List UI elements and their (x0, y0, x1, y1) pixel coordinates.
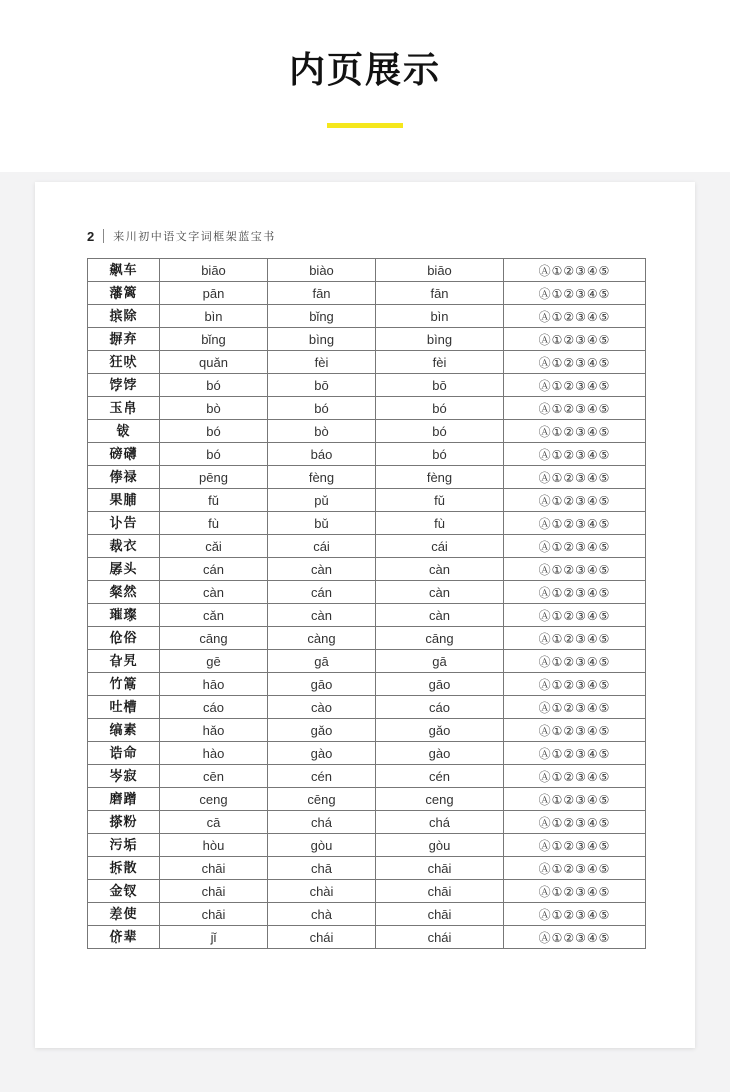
pinyin-cell: gāo (268, 673, 376, 696)
answer-cell: Ⓐ①②③④⑤ (504, 627, 646, 650)
pinyin-cell: chāi (376, 880, 504, 903)
answer-cell: Ⓐ①②③④⑤ (504, 535, 646, 558)
pinyin-cell: chāi (376, 903, 504, 926)
word-cell: 伧俗 (88, 627, 160, 650)
page-header (87, 228, 655, 244)
word-cell: 孱头 (88, 558, 160, 581)
word-table-body (88, 259, 646, 949)
page-title: 内页展示 (288, 49, 441, 90)
pinyin-cell: cén (268, 765, 376, 788)
pinyin-cell: jǐ (160, 926, 268, 949)
pinyin-cell: bō (376, 374, 504, 397)
pinyin-cell: cái (376, 535, 504, 558)
pinyin-cell: bó (160, 420, 268, 443)
table-row (88, 443, 646, 466)
pinyin-cell: fǔ (160, 489, 268, 512)
pinyin-cell: bò (268, 420, 376, 443)
table-row (88, 880, 646, 903)
word-cell: 旮旯 (88, 650, 160, 673)
table-row (88, 834, 646, 857)
table-row (88, 650, 646, 673)
word-cell: 璀璨 (88, 604, 160, 627)
pinyin-cell: cēn (160, 765, 268, 788)
pinyin-cell: chái (376, 926, 504, 949)
table-row (88, 259, 646, 282)
pinyin-cell: bìng (376, 328, 504, 351)
pinyin-cell: fān (268, 282, 376, 305)
pinyin-cell: cán (160, 558, 268, 581)
word-cell: 缟素 (88, 719, 160, 742)
pinyin-cell: biào (268, 259, 376, 282)
pinyin-cell: fān (376, 282, 504, 305)
answer-cell: Ⓐ①②③④⑤ (504, 604, 646, 627)
pinyin-cell: gào (268, 742, 376, 765)
table-row (88, 328, 646, 351)
table-row (88, 604, 646, 627)
header-divider (103, 229, 104, 243)
word-cell: 拆散 (88, 857, 160, 880)
page-number: 2 (87, 228, 95, 244)
table-row (88, 811, 646, 834)
pinyin-cell: gòu (268, 834, 376, 857)
answer-cell: Ⓐ①②③④⑤ (504, 443, 646, 466)
pinyin-cell: biāo (376, 259, 504, 282)
pinyin-cell: bó (376, 443, 504, 466)
pinyin-cell: càn (268, 558, 376, 581)
pinyin-cell: cēng (268, 788, 376, 811)
word-cell: 竹篙 (88, 673, 160, 696)
pinyin-cell: gào (376, 742, 504, 765)
pinyin-cell: fèi (268, 351, 376, 374)
pinyin-cell: pān (160, 282, 268, 305)
table-row (88, 535, 646, 558)
pinyin-cell: càn (376, 581, 504, 604)
table-row (88, 627, 646, 650)
pinyin-cell: chà (268, 903, 376, 926)
answer-cell: Ⓐ①②③④⑤ (504, 903, 646, 926)
word-cell: 岑寂 (88, 765, 160, 788)
table-row (88, 926, 646, 949)
pinyin-cell: fù (160, 512, 268, 535)
pinyin-cell: gē (160, 650, 268, 673)
pinyin-cell: fèi (376, 351, 504, 374)
answer-cell: Ⓐ①②③④⑤ (504, 719, 646, 742)
table-row (88, 673, 646, 696)
table-row (88, 742, 646, 765)
pinyin-cell: bìn (376, 305, 504, 328)
pinyin-cell: hāo (160, 673, 268, 696)
answer-cell: Ⓐ①②③④⑤ (504, 857, 646, 880)
table-row (88, 857, 646, 880)
answer-cell: Ⓐ①②③④⑤ (504, 489, 646, 512)
pinyin-cell: cāng (376, 627, 504, 650)
pinyin-cell: fù (376, 512, 504, 535)
pinyin-cell: chái (268, 926, 376, 949)
pinyin-cell: báo (268, 443, 376, 466)
word-cell: 金钗 (88, 880, 160, 903)
pinyin-cell: cāng (160, 627, 268, 650)
pinyin-cell: bó (376, 420, 504, 443)
pinyin-cell: cán (268, 581, 376, 604)
answer-cell: Ⓐ①②③④⑤ (504, 581, 646, 604)
table-row (88, 397, 646, 420)
pinyin-cell: bó (268, 397, 376, 420)
word-cell: 讣告 (88, 512, 160, 535)
word-cell: 粲然 (88, 581, 160, 604)
page-background (0, 172, 730, 1092)
pinyin-cell: chài (268, 880, 376, 903)
word-cell: 吐槽 (88, 696, 160, 719)
table-row (88, 489, 646, 512)
word-cell: 污垢 (88, 834, 160, 857)
answer-cell: Ⓐ①②③④⑤ (504, 880, 646, 903)
pinyin-cell: cén (376, 765, 504, 788)
pinyin-cell: gǎo (376, 719, 504, 742)
pinyin-cell: chá (376, 811, 504, 834)
pinyin-cell: càn (160, 581, 268, 604)
pinyin-cell: fèng (376, 466, 504, 489)
word-cell: 玉帛 (88, 397, 160, 420)
pinyin-cell: cáo (160, 696, 268, 719)
pinyin-cell: cào (268, 696, 376, 719)
pinyin-cell: biāo (160, 259, 268, 282)
word-table (87, 258, 646, 949)
answer-cell: Ⓐ①②③④⑤ (504, 811, 646, 834)
table-row (88, 512, 646, 535)
table-row (88, 420, 646, 443)
word-cell: 差使 (88, 903, 160, 926)
pinyin-cell: chāi (376, 857, 504, 880)
word-cell: 摒弃 (88, 328, 160, 351)
table-row (88, 788, 646, 811)
pinyin-cell: hào (160, 742, 268, 765)
title-underline (327, 123, 403, 128)
title-section (0, 0, 730, 128)
answer-cell: Ⓐ①②③④⑤ (504, 788, 646, 811)
pinyin-cell: bìn (160, 305, 268, 328)
table-row (88, 581, 646, 604)
word-cell: 磅礴 (88, 443, 160, 466)
pinyin-cell: chāi (160, 857, 268, 880)
word-cell: 摈除 (88, 305, 160, 328)
answer-cell: Ⓐ①②③④⑤ (504, 834, 646, 857)
table-row (88, 765, 646, 788)
pinyin-cell: bó (376, 397, 504, 420)
pinyin-cell: càn (376, 558, 504, 581)
answer-cell: Ⓐ①②③④⑤ (504, 926, 646, 949)
answer-cell: Ⓐ①②③④⑤ (504, 558, 646, 581)
table-row (88, 305, 646, 328)
word-cell: 俸禄 (88, 466, 160, 489)
pinyin-cell: ceng (376, 788, 504, 811)
pinyin-cell: càn (268, 604, 376, 627)
pinyin-cell: chāi (160, 880, 268, 903)
word-cell: 藩篱 (88, 282, 160, 305)
pinyin-cell: bìng (268, 328, 376, 351)
pinyin-cell: bó (160, 374, 268, 397)
word-cell: 钹 (88, 420, 160, 443)
answer-cell: Ⓐ①②③④⑤ (504, 742, 646, 765)
word-cell: 飙车 (88, 259, 160, 282)
answer-cell: Ⓐ①②③④⑤ (504, 305, 646, 328)
word-cell: 果脯 (88, 489, 160, 512)
table-row (88, 903, 646, 926)
pinyin-cell: cáo (376, 696, 504, 719)
answer-cell: Ⓐ①②③④⑤ (504, 512, 646, 535)
answer-cell: Ⓐ①②③④⑤ (504, 374, 646, 397)
word-cell: 磨蹭 (88, 788, 160, 811)
pinyin-cell: quǎn (160, 351, 268, 374)
pinyin-cell: bǐng (160, 328, 268, 351)
table-row (88, 374, 646, 397)
pinyin-cell: gā (376, 650, 504, 673)
pinyin-cell: hòu (160, 834, 268, 857)
table-row (88, 351, 646, 374)
table-row (88, 696, 646, 719)
word-cell: 侪辈 (88, 926, 160, 949)
answer-cell: Ⓐ①②③④⑤ (504, 328, 646, 351)
table-row (88, 282, 646, 305)
header-title: 来川初中语文字词框架蓝宝书 (113, 231, 276, 243)
answer-cell: Ⓐ①②③④⑤ (504, 351, 646, 374)
pinyin-cell: chāi (160, 903, 268, 926)
answer-cell: Ⓐ①②③④⑤ (504, 420, 646, 443)
pinyin-cell: càn (376, 604, 504, 627)
table-row (88, 466, 646, 489)
pinyin-cell: ceng (160, 788, 268, 811)
word-cell: 诰命 (88, 742, 160, 765)
pinyin-cell: cǎn (160, 604, 268, 627)
pinyin-cell: fèng (268, 466, 376, 489)
pinyin-cell: cā (160, 811, 268, 834)
word-cell: 饽饽 (88, 374, 160, 397)
pinyin-cell: bǔ (268, 512, 376, 535)
pinyin-cell: fǔ (376, 489, 504, 512)
table-row (88, 558, 646, 581)
book-page (35, 182, 695, 1048)
pinyin-cell: gā (268, 650, 376, 673)
pinyin-cell: cái (268, 535, 376, 558)
answer-cell: Ⓐ①②③④⑤ (504, 765, 646, 788)
pinyin-cell: gòu (376, 834, 504, 857)
answer-cell: Ⓐ①②③④⑤ (504, 650, 646, 673)
pinyin-cell: pǔ (268, 489, 376, 512)
answer-cell: Ⓐ①②③④⑤ (504, 282, 646, 305)
word-cell: 裁衣 (88, 535, 160, 558)
answer-cell: Ⓐ①②③④⑤ (504, 259, 646, 282)
pinyin-cell: cǎi (160, 535, 268, 558)
pinyin-cell: chá (268, 811, 376, 834)
pinyin-cell: gǎo (268, 719, 376, 742)
word-cell: 搽粉 (88, 811, 160, 834)
pinyin-cell: bó (160, 443, 268, 466)
table-row (88, 719, 646, 742)
answer-cell: Ⓐ①②③④⑤ (504, 696, 646, 719)
pinyin-cell: gāo (376, 673, 504, 696)
answer-cell: Ⓐ①②③④⑤ (504, 673, 646, 696)
pinyin-cell: chā (268, 857, 376, 880)
pinyin-cell: bǐng (268, 305, 376, 328)
pinyin-cell: bō (268, 374, 376, 397)
answer-cell: Ⓐ①②③④⑤ (504, 397, 646, 420)
pinyin-cell: càng (268, 627, 376, 650)
pinyin-cell: hǎo (160, 719, 268, 742)
pinyin-cell: bò (160, 397, 268, 420)
pinyin-cell: pēng (160, 466, 268, 489)
word-cell: 狂吠 (88, 351, 160, 374)
answer-cell: Ⓐ①②③④⑤ (504, 466, 646, 489)
